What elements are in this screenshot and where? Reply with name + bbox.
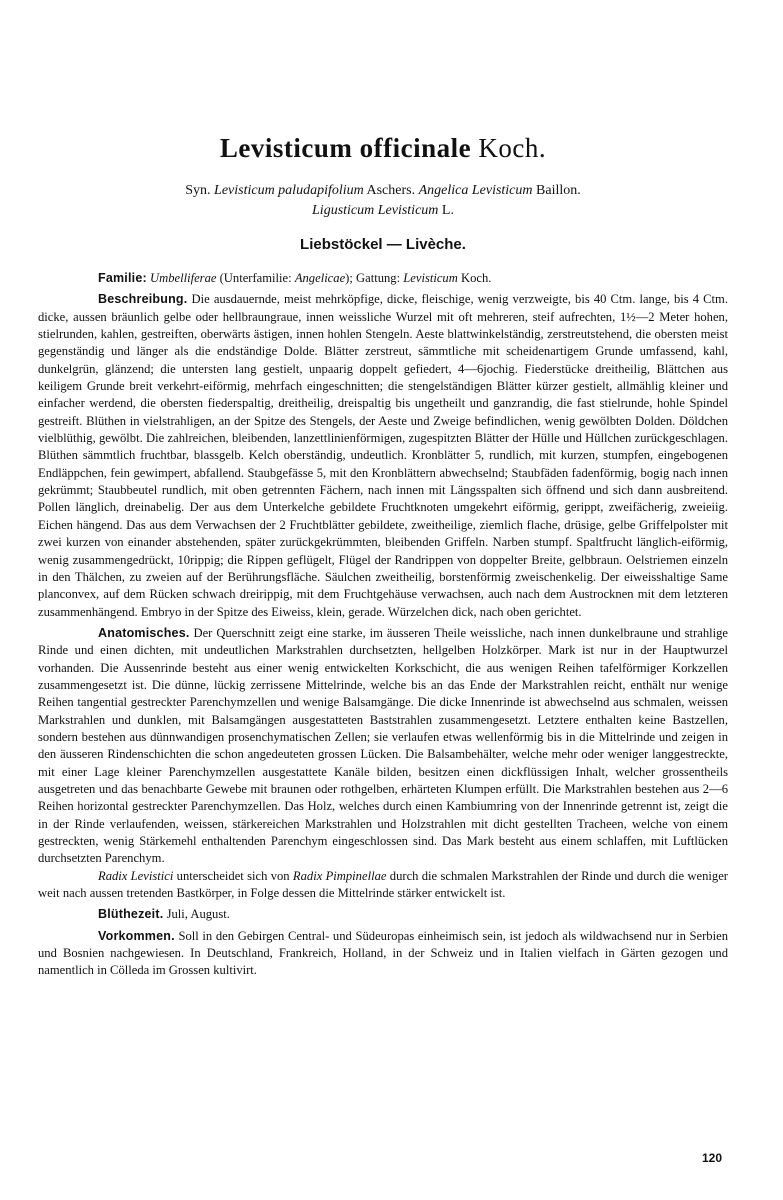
beschreibung-label: Beschreibung. — [98, 292, 188, 307]
radix-mid: unterscheidet sich von — [176, 868, 290, 883]
synonym-1-author: Aschers. — [366, 183, 416, 198]
synonym-2-name: Angelica Levisticum — [418, 183, 533, 198]
anatomisches-text: Der Querschnitt zeigt eine starke, im äusseren Theile weissliche, nach innen dunkelbraune und strahlige Rinde und einen dichten, mit undeutlichen Markstrahlen durchsetzten, hellgelben Holzkörper. Mark ist nur in der Hauptwurzel vorhanden. Die Aussenrinde besteht aus einer wenig entwickelten Korkschicht, die aus wenigen Reihen tafelförmiger Korkzellen zusammengesetzt ist. Die dünne, lückig zerrissene Mittelrinde, welche bis an das Ende der Markstrahlen reicht, enthält nur wenige Reihen tangential gestreckter Parenchymzellen und wenige Balsamgänge. Die dicke Innenrinde ist abwechselnd aus schmalen, weissen Markstrahlen und dunklen, mit Balsamgängen ausgestatteten Baststrahlen zusammengesetzt. Letztere enthalten keine Bastzellen, sondern bestehen aus dünnwandigen prosenchymatischen Zellen; sie verlaufen etwas wellenförmig bis in die Mittelrinde und zeigen in den äusseren Rindenschichten die schon angedeuteten grossen Lücken. Die Balsambehälter, welche mehr oder weniger langgestreckte, mit einer Lage kleiner Parenchymzellen ausgestattete Kanäle bilden, besitzen einen dickflüssigen Inhalt, welcher grossentheils ausgetreten und das benachbarte Gewebe mit braunen oder rothgelben, erhärteten Klumpen erfüllt. Die Markstrahlen bestehen aus 2—6 Reihen horizontal gestreckter Parenchymzellen. Das Holz, welches durch einen Kambiumring von der Innenrinde getrennt ist, zeigt die in der Rinde verlaufenden, weissen, stärkereichen Markstrahlen und Holzstrahlen mit dicht gestellten Tracheen, welche von einem gestreckten, wenig Stärkemehl enthaltenden Parenchym eingeschlossen sind. Das Mark besteht aus einem schlaffen, mit Luftlücken durchsetzten Parenchym. — [38, 625, 729, 866]
genus-author: Koch. — [461, 271, 492, 285]
body-text — [38, 270, 728, 980]
synonyms — [38, 181, 728, 221]
anatomisches-label: Anatomisches. — [98, 625, 190, 640]
species-author: Koch. — [478, 133, 547, 163]
vorkommen-label: Vorkommen. — [98, 928, 175, 943]
familie-paragraph — [38, 270, 728, 287]
synonym-3-author: L. — [441, 203, 454, 218]
beschreibung-text: Die ausdauernde, meist mehrköpfige, dicke, fleischige, wenig verzweigte, bis 40 Ctm. lange, bis 4 Ctm. dicke, aussen bräunlich gelbe oder hellbraungraue, innen weissliche Wurzel mit oft mehreren, steif aufrechten, 1½—2 Meter hohen, stielrunden, kahlen, gestreiften, oberwärts ästigen, innen hohlen Stengeln. Aeste blattwinkelständig, zerstreutstehend, die obersten meist gegenständig und länger als die endständige Dolde. Blätter zerstreut, sämmtliche mit scheidenartigem Grunde umfassend, kahl, dunkelgrün, glänzend; die untersten lang gestielt, unpaarig doppelt gefiedert, 4—6jochig. Fiederstücke dreitheilig, Blättchen aus keiligem Grunde breit verkehrt-eiförmig, mehrfach eingeschnitten; die stengelständigen Blätter kürzer gestielt, allmählig kleiner und einfacher werdend, die obersten fiederspaltig, dreitheilig, dreispaltig bis ungetheilt und ganzrandig, die fast stielrunde, hohle Spindel gestreift. Blüthen in vielstrahligen, an der Spitze des Stengels, der Aeste und Zweige befindlichen, wenig gewölbten Dolden. Döldchen vielblüthig, gewölbt. Die zahlreichen, bleibenden, lanzettlinienförmigen, zugespitzten Blätter der Hülle und Hüllchen zurückgeschlagen. Blüthen sämmtlich fruchtbar, blassgelb. Kelch oberständig, undeutlich. Kronblätter 5, rundlich, mit kurzen, stumpfen, eingebogenen Endläppchen, fein gewimpert, abfallend. Staubgefässe 5, mit den Kronblättern abwechselnd; Staubfäden fadenförmig, bogig nach innen gekrümmt; Staubbeutel rundlich, mit oben getrennten Fächern, nach innen mit Längsspalten sich öffnend und sich dann ausbreitend. Pollen länglich, dreinabelig. Der aus dem Unterkelche gebildete Fruchtknoten umgekehrt eiförmig, gerippt, zweifächerig, zweieiig. Eichen hängend. Das aus dem Verwachsen der 2 Fruchtblätter gebildete, zweitheilige, ziemlich flache, drüsige, gelbe Griffelpolster mit zwei kurzen von einander abstehenden, später zurückgekrümmten, bleibenden Griffeln. Narben stumpf. Spaltfrucht länglich-eiförmig, wenig zusammengedrückt, 10rippig; die Rippen geflügelt, Flügel der Randrippen von doppelter Breite, gelbbraun. Oelstriemen einzeln in den Thälchen, zu zweien auf der Berührungsfläche. Säulchen zweitheilig, borstenförmig zweischenkelig. Der eiweisshaltige Same planconvex, auf dem Rücken schwach dreirippig, mit dem Fruchtgehäuse verwachsen, auch nach dem Austrocknen mit dem letzteren zusammenhängend. Embryo in der Spitze des Eiweiss, klein, gerade. Würzelchen dick, nach oben gerichtet. — [38, 292, 728, 619]
radix-pimpinellae: Radix Pimpinellae — [292, 868, 387, 883]
vorkommen-text: Soll in den Gebirgen Central- und Südeuropas einheimisch sein, ist jedoch als wildwachsend nur in Serbien und Bosnien nachgewiesen. In Deutschland, Frankreich, Holland, in der Schweiz und in Italien vielfach in Gärten gezogen und namentlich in Cölleda im Grossen kultivirt. — [38, 928, 728, 978]
radix-text: durch die schmalen Markstrahlen der Rinde und durch die weniger weit nach aussen tretenden Bastkörper, in Folge dessen die Mittelrinde stärker entwickelt ist. — [38, 868, 728, 901]
radix-levistici: Radix Levistici — [98, 868, 174, 883]
bluethezeit-paragraph — [38, 906, 728, 923]
bluethezeit-label: Blüthezeit. — [98, 907, 164, 922]
familie-label: Familie: — [98, 271, 147, 285]
subfamily-name: Angelicae — [294, 271, 346, 285]
gattung-label: Gattung: — [356, 271, 401, 285]
common-names: Liebstöckel — Livèche. — [300, 236, 466, 253]
anatomisches-paragraph — [38, 625, 728, 868]
species-name: Levisticum officinale — [219, 133, 472, 163]
page-number: 120 — [702, 1151, 723, 1165]
bluethezeit-text: Juli, August. — [166, 907, 230, 922]
synonym-3-name: Ligusticum Levisticum — [312, 203, 439, 218]
radix-paragraph — [38, 868, 728, 903]
genus-name: Levisticum — [403, 271, 458, 285]
subfamily-close: ); — [345, 271, 353, 285]
page-title — [38, 133, 728, 164]
beschreibung-paragraph — [38, 291, 728, 621]
family-name: Umbelliferae — [150, 271, 217, 285]
subfamily-open: (Unterfamilie: — [219, 271, 292, 285]
synonym-prefix: Syn. — [185, 183, 211, 198]
vorkommen-paragraph — [38, 928, 728, 980]
synonym-1-name: Levisticum paludapifolium — [214, 183, 364, 198]
synonym-2-author: Baillon. — [536, 183, 581, 198]
